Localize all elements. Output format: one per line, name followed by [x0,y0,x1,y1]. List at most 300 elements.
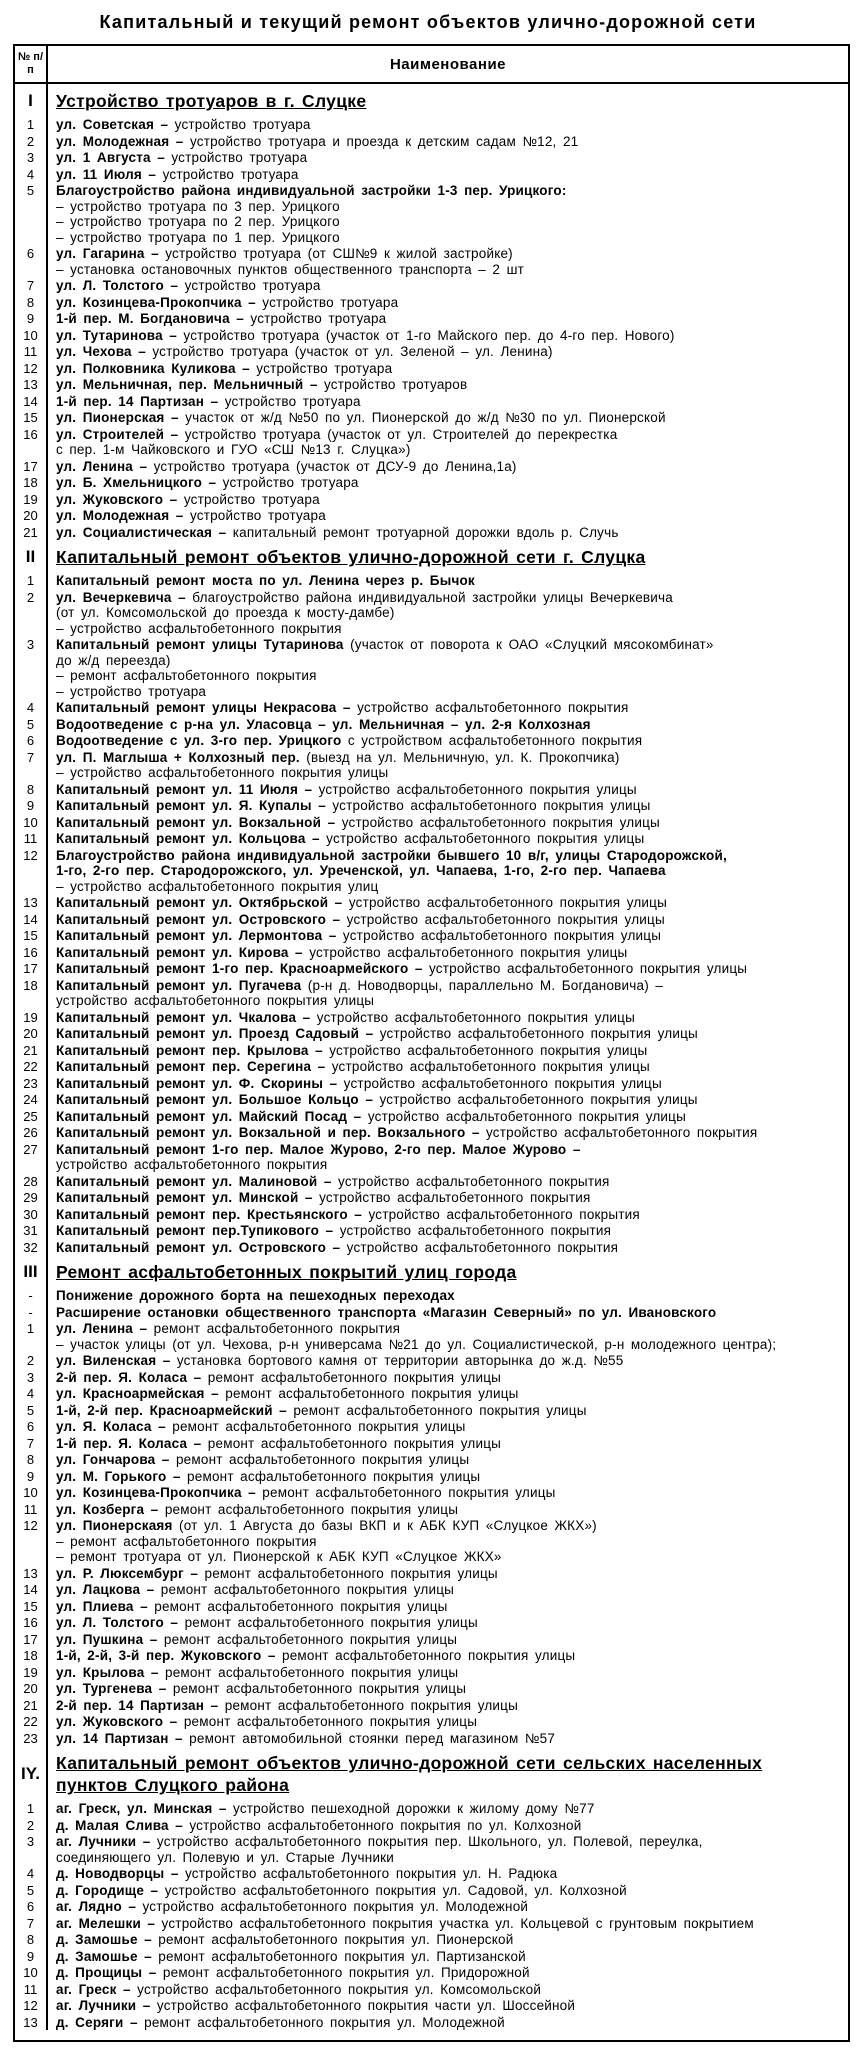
row-line: д. Серяги – ремонт асфальтобетонного покрытия ул. Молодежной [56,2014,505,2030]
row-content [48,1451,848,1468]
row-line: Капитальный ремонт ул. Чкалова – устройство асфальтобетонного покрытия улицы [56,1009,635,1025]
row-number: 5 [15,1882,48,1899]
row-content [48,1697,848,1714]
table-row [15,343,848,360]
table-section-row [15,540,848,572]
row-line: – устройство асфальтобетонного покрытия [56,620,342,636]
table-row [15,1581,848,1598]
table-row [15,1173,848,1190]
row-line: ул. Красноармейская – ремонт асфальтобетонного покрытия улицы [56,1386,519,1401]
row-line: аг. Лучники – устройство асфальтобетонного покрытия части ул. Шоссейной [56,1998,576,2013]
row-line: – устройство тротуара по 2 пер. Урицкого [56,214,340,229]
row-line: ул. Пионерская – участок от ж/д №50 по ул. Пионерской до ж/д №30 по ул. Пионерской [56,410,666,425]
row-line: ул. Виленская – установка бортового камня от территории авторынка до ж.д. №55 [56,1353,624,1368]
row-content [48,393,848,410]
row-line: д. Прощицы – ремонт асфальтобетонного покрытия ул. Придорожной [56,1965,530,1980]
row-content [48,524,848,541]
section-title: Ремонт асфальтобетонных покрытий улиц города [56,1262,517,1282]
section-title-cell [48,1255,848,1287]
row-content [48,2014,848,2031]
table-row [15,1997,848,2014]
row-number: 7 [15,1435,48,1452]
table-row [15,1075,848,1092]
table-row [15,960,848,977]
row-line: ул. Жуковского – устройство тротуара [56,491,320,507]
row-line: – устройство тротуара [56,683,207,699]
table-row [15,1800,848,1817]
table-row [15,376,848,393]
row-number: 11 [15,1981,48,1998]
table-row [15,1385,848,1402]
row-line: ул. Молодежная – устройство тротуара [56,508,326,523]
row-content [48,1614,848,1631]
table-row [15,1304,848,1321]
row-number: 14 [15,911,48,928]
row-line: до ж/д переезда) [56,652,171,668]
section-title-cell [48,540,848,572]
table-row [15,1025,848,1042]
table-row [15,1287,848,1304]
table-row [15,1517,848,1565]
row-line: 2-й пер. 14 Партизан – ремонт асфальтобетонного покрытия улицы [56,1697,519,1713]
table-row [15,1451,848,1468]
row-content [48,360,848,377]
row-content [48,1402,848,1419]
row-content [48,1981,848,1998]
row-number: 2 [15,1352,48,1369]
table-row [15,1614,848,1631]
row-content [48,1385,848,1402]
row-line: Капитальный ремонт ул. Проезд Садовый – устройство асфальтобетонного покрытия улицы [56,1026,698,1041]
row-line: 1-й пер. 14 Партизан – устройство тротуара [56,393,361,409]
table-row [15,245,848,277]
row-number: 10 [15,1484,48,1501]
row-number: 7 [15,277,48,294]
row-line: ул. Лацкова – ремонт асфальтобетонного покрытия улицы [56,1582,455,1597]
row-content [48,814,848,831]
row-content [48,636,848,699]
row-number: 8 [15,1451,48,1468]
table-section-row [15,1255,848,1287]
row-content [48,1501,848,1518]
section-numeral: III [15,1255,48,1287]
row-line: ул. Пионерскаяя (от ул. 1 Августа до базы ВКП и к АБК КУП «Слуцкое ЖКХ») [56,1518,597,1533]
table-row [15,716,848,733]
row-line: с пер. 1-м Чайковского и ГУО «СШ №13 г. Слуцка») [56,442,411,457]
row-line: – ремонт асфальтобетонного покрытия [56,1533,317,1549]
row-content [48,1730,848,1747]
row-line: 1-й пер. Я. Коласа – ремонт асфальтобетонного покрытия улицы [56,1435,502,1451]
section-numeral: I [15,84,48,116]
row-content [48,1058,848,1075]
table-row [15,149,848,166]
row-number: 9 [15,797,48,814]
row-content [48,960,848,977]
row-number: 18 [15,474,48,491]
table-row [15,409,848,426]
table-row [15,1948,848,1965]
table-row [15,797,848,814]
row-number: 16 [15,944,48,961]
row-content [48,327,848,344]
column-header-number: № п/п [15,46,48,82]
row-number: 23 [15,1075,48,1092]
row-line: ул. Ленина – устройство тротуара (участок от ДСУ-9 до Ленина,1а) [56,458,517,474]
table-row [15,294,848,311]
table-row [15,1817,848,1834]
row-content [48,149,848,166]
table-row [15,911,848,928]
row-content [48,781,848,798]
row-content [48,1713,848,1730]
row-line: ул. Социалистическая – капитальный ремонт тротуарной дорожки вдоль р. Случь [56,524,619,540]
row-content [48,1369,848,1386]
row-line: 1-й, 2-й пер. Красноармейский – ремонт асфальтобетонного покрытия улицы [56,1402,587,1418]
row-line: ул. Козинцева-Прокопчика – устройство тротуара [56,294,399,310]
row-line: (от ул. Комсомольской до проезда к мосту-дамбе) [56,605,395,620]
row-number: 15 [15,1598,48,1615]
row-line: ул. Козинцева-Прокопчика – ремонт асфальтобетонного покрытия улицы [56,1485,556,1500]
table-row [15,1915,848,1932]
row-content [48,1189,848,1206]
table-row [15,507,848,524]
table-section-row [15,1746,848,1800]
row-content [48,133,848,150]
table-row [15,491,848,508]
row-line: Капитальный ремонт ул. Лермонтова – устройство асфальтобетонного покрытия улицы [56,928,662,943]
row-line: ул. 14 Партизан – ремонт автомобильной стоянки перед магазином №57 [56,1730,556,1746]
row-number: 2 [15,133,48,150]
row-line: Водоотведение с р-на ул. Уласовца – ул. Мельничная – ул. 2-я Колхозная [56,716,591,732]
row-content [48,277,848,294]
row-line: ул. Молодежная – устройство тротуара и проезда к детским садам №12, 21 [56,133,579,149]
row-number: 19 [15,1664,48,1681]
row-number: 5 [15,716,48,733]
row-number: 19 [15,1009,48,1026]
row-number: 14 [15,393,48,410]
section-title-cell [48,1746,848,1800]
row-line: ул. М. Горького – ремонт асфальтобетонного покрытия улицы [56,1468,481,1484]
row-content [48,797,848,814]
row-line: ул. Я. Коласа – ремонт асфальтобетонного покрытия улицы [56,1419,466,1434]
table-row [15,1124,848,1141]
row-number: 20 [15,1680,48,1697]
row-content [48,1304,848,1321]
row-line: ул. Вечеркевича – благоустройство района индивидуальной застройки улицы Вечеркевича [56,589,673,605]
table-row [15,1352,848,1369]
row-line: ул. Жуковского – ремонт асфальтобетонного покрытия улицы [56,1714,478,1729]
table-row [15,1647,848,1664]
row-line: ул. Ленина – ремонт асфальтобетонного покрытия [56,1321,401,1336]
row-line: Капитальный ремонт моста по ул. Ленина через р. Бычок [56,573,475,588]
row-line: ул. Плиева – ремонт асфальтобетонного покрытия улицы [56,1598,448,1614]
row-line: ул. 11 Июля – устройство тротуара [56,166,299,182]
row-line: Капитальный ремонт ул. Ф. Скорины – устройство асфальтобетонного покрытия улицы [56,1075,662,1091]
row-line: Капитальный ремонт ул. Минской – устройство асфальтобетонного покрытия [56,1190,591,1205]
row-number: 1 [15,1320,48,1352]
row-number: 9 [15,1948,48,1965]
row-line: Капитальный ремонт ул. Вокзальной и пер. Вокзального – устройство асфальтобетонного покрытия [56,1125,758,1140]
row-content [48,1206,848,1223]
row-line: 1-й пер. М. Богдановича – устройство тротуара [56,311,387,326]
row-line: аг. Греск, ул. Минская – устройство пешеходной дорожки к жилому дому №77 [56,1801,595,1816]
row-line: Капитальный ремонт 1-го пер. Малое Журово, 2-го пер. Малое Журово – [56,1141,581,1157]
row-content [48,1091,848,1108]
row-content [48,1833,848,1865]
row-number: 1 [15,116,48,133]
table-row [15,1320,848,1352]
row-number: 6 [15,245,48,277]
row-line: устройство асфальтобетонного покрытия улицы [56,993,375,1008]
table-row [15,927,848,944]
table-row [15,1108,848,1125]
row-number: 1 [15,1800,48,1817]
table-row [15,524,848,541]
row-line: Капитальный ремонт ул. Пугачева (р-н д. Новодворцы, параллельно М. Богдановича) – [56,977,664,993]
row-number: 27 [15,1141,48,1173]
table-header [15,46,848,84]
row-line: – устройство тротуара по 3 пер. Урицкого [56,198,340,214]
row-content [48,1075,848,1092]
row-content [48,1239,848,1256]
row-number: 3 [15,149,48,166]
row-number: 11 [15,1501,48,1518]
row-number: 7 [15,749,48,781]
row-line: Капитальный ремонт ул. Октябрьской – устройство асфальтобетонного покрытия улицы [56,895,668,910]
row-line: Капитальный ремонт пер. Серегина – устройство асфальтобетонного покрытия улицы [56,1059,650,1074]
row-line: Расширение остановки общественного транспорта «Магазин Северный» по ул. Ивановского [56,1304,717,1320]
table-row [15,944,848,961]
row-content [48,1468,848,1485]
row-number: 5 [15,1402,48,1419]
column-header-name: Наименование [389,55,507,73]
row-content [48,1141,848,1173]
table-row [15,894,848,911]
row-content [48,166,848,183]
row-content [48,245,848,277]
row-line: аг. Лучники – устройство асфальтобетонного покрытия пер. Школьного, ул. Полевой, переулка, [56,1834,703,1849]
row-line: ул. Полковника Куликова – устройство тротуара [56,360,393,376]
section-numeral: IY. [15,1746,48,1800]
row-line: ул. Крылова – ремонт асфальтобетонного покрытия улицы [56,1664,459,1680]
row-number: - [15,1304,48,1321]
row-number: 8 [15,781,48,798]
row-line: ул. П. Маглыша + Колхозный пер. (выезд на ул. Мельничную, ул. К. Прокопчика) [56,749,620,765]
row-line: д. Малая Слива – устройство асфальтобетонного покрытия по ул. Колхозной [56,1817,582,1833]
row-number: 16 [15,426,48,458]
row-number: 11 [15,343,48,360]
table-row [15,182,848,245]
row-content [48,116,848,133]
row-line: Капитальный ремонт ул. 11 Июля – устройство асфальтобетонного покрытия улицы [56,781,637,797]
row-number: 24 [15,1091,48,1108]
row-content [48,182,848,245]
row-line: Капитальный ремонт ул. Кирова – устройство асфальтобетонного покрытия улицы [56,944,628,960]
row-line: 1-го, 2-го пер. Стародорожского, ул. Уреченской, ул. Чапаева, 1-го, 2-го пер. Чапаева [56,863,666,878]
table-row [15,1898,848,1915]
row-content [48,1631,848,1648]
row-line: аг. Мелешки – устройство асфальтобетонного покрытия участка ул. Кольцевой с грунтовым покрытием [56,1915,754,1931]
row-number: 3 [15,1369,48,1386]
row-line: ул. 1 Августа – устройство тротуара [56,150,308,165]
row-line: аг. Греск – устройство асфальтобетонного покрытия ул. Комсомольской [56,1981,542,1997]
row-number: 16 [15,1614,48,1631]
row-line: 1-й, 2-й, 3-й пер. Жуковского – ремонт асфальтобетонного покрытия улицы [56,1648,576,1663]
row-number: 20 [15,507,48,524]
row-line: Благоустройство района индивидуальной застройки 1-3 пер. Урицкого: [56,183,567,198]
table-row [15,830,848,847]
row-line: Водоотведение с ул. 3-го пер. Урицкого с устройством асфальтобетонного покрытия [56,733,643,748]
table-row [15,1631,848,1648]
table-row [15,474,848,491]
row-content [48,458,848,475]
row-line: ул. Гончарова – ремонт асфальтобетонного покрытия улицы [56,1452,470,1467]
row-line: Капитальный ремонт ул. Островского – устройство асфальтобетонного покрытия [56,1239,619,1255]
row-content [48,830,848,847]
row-line: ул. Чехова – устройство тротуара (участок от ул. Зеленой – ул. Ленина) [56,344,553,359]
row-line: – ремонт тротуара от ул. Пионерской к АБК КУП «Слуцкое ЖКХ» [56,1549,502,1564]
table-row [15,277,848,294]
table-row [15,699,848,716]
row-line: ул. Строителей – устройство тротуара (участок от ул. Строителей до перекрестка [56,426,618,442]
table-row [15,458,848,475]
row-line: Капитальный ремонт ул. Малиновой – устройство асфальтобетонного покрытия [56,1173,610,1189]
row-line: Капитальный ремонт улицы Тутаринова (участок от поворота к ОАО «Слуцкий мясокомбинат» [56,637,714,652]
row-content [48,847,848,895]
row-number: 1 [15,572,48,589]
table-row [15,1418,848,1435]
table-row [15,1091,848,1108]
row-number: 10 [15,1964,48,1981]
row-line: Капитальный ремонт ул. Большое Кольцо – устройство асфальтобетонного покрытия улицы [56,1092,698,1107]
row-number: 6 [15,1418,48,1435]
section-title: Капитальный ремонт объектов улично-дорожной сети г. Слуцка [56,547,646,567]
table-row [15,1931,848,1948]
table-row [15,1865,848,1882]
row-number: 10 [15,327,48,344]
table-row [15,310,848,327]
row-number: 18 [15,1647,48,1664]
table-bottom-spacer [15,2030,848,2040]
row-content [48,426,848,458]
row-line: Капитальный ремонт 1-го пер. Красноармейского – устройство асфальтобетонного покрытия улицы [56,961,748,976]
row-number: 22 [15,1713,48,1730]
row-line: ул. Л. Толстого – устройство тротуара [56,278,321,293]
table-row [15,1882,848,1899]
row-content [48,1898,848,1915]
row-line: Капитальный ремонт улицы Некрасова – устройство асфальтобетонного покрытия [56,700,629,715]
row-number: 30 [15,1206,48,1223]
row-line: Капитальный ремонт ул. Майский Посад – устройство асфальтобетонного покрытия улицы [56,1108,687,1124]
row-content [48,572,848,589]
table-row [15,1833,848,1865]
row-content [48,1997,848,2014]
row-content [48,310,848,327]
row-line: Капитальный ремонт пер.Тупикового – устройство асфальтобетонного покрытия [56,1223,612,1238]
row-number: 2 [15,1817,48,1834]
row-number: 18 [15,977,48,1009]
row-line: – участок улицы (от ул. Чехова, р-н универсама №21 до ул. Социалистической, р-н молодежного центра); [56,1336,777,1352]
table-row [15,1009,848,1026]
table-body [15,84,848,2030]
row-content [48,474,848,491]
row-content [48,1517,848,1565]
section-title: Устройство тротуаров в г. Слуцке [56,91,367,111]
table-row [15,781,848,798]
row-content [48,1680,848,1697]
row-number: 14 [15,1581,48,1598]
row-number: 2 [15,589,48,637]
table-row [15,1042,848,1059]
row-number: 8 [15,1931,48,1948]
row-number: 13 [15,1565,48,1582]
row-content [48,1915,848,1932]
row-number: 15 [15,927,48,944]
row-content [48,944,848,961]
row-content [48,507,848,524]
row-number: 13 [15,894,48,911]
row-line: ул. Л. Толстого – ремонт асфальтобетонного покрытия улицы [56,1615,478,1630]
row-number: 12 [15,1997,48,2014]
row-line: Капитальный ремонт ул. Я. Купалы – устройство асфальтобетонного покрытия улицы [56,798,651,813]
row-content [48,716,848,733]
row-number: 8 [15,294,48,311]
row-line: Капитальный ремонт пер. Крылова – устройство асфальтобетонного покрытия улицы [56,1042,648,1058]
row-line: Капитальный ремонт ул. Кольцова – устройство асфальтобетонного покрытия улицы [56,831,645,846]
row-line: – устройство асфальтобетонного покрытия улиц [56,878,379,894]
row-content [48,1352,848,1369]
table-row [15,1058,848,1075]
table-row [15,166,848,183]
table-row [15,1222,848,1239]
table-row [15,1697,848,1714]
row-number: 23 [15,1730,48,1747]
row-number: 6 [15,1898,48,1915]
row-number: 25 [15,1108,48,1125]
row-line: Понижение дорожного борта на пешеходных переходах [56,1288,455,1303]
row-number: 20 [15,1025,48,1042]
row-line: ул. Тутаринова – устройство тротуара (участок от 1-го Майского пер. до 4-го пер. Нового) [56,327,675,343]
row-line: соединяющего ул. Полевую и ул. Старые Лучники [56,1849,395,1865]
row-content [48,294,848,311]
table-row [15,636,848,699]
row-line: ул. Мельничная, пер. Мельничный – устройство тротуаров [56,377,468,392]
row-number: 11 [15,830,48,847]
table-row [15,589,848,637]
table-row [15,327,848,344]
row-line: ул. Тургенева – ремонт асфальтобетонного покрытия улицы [56,1681,467,1696]
row-number: 4 [15,166,48,183]
row-content [48,1598,848,1615]
row-number: 22 [15,1058,48,1075]
row-number: 21 [15,524,48,541]
table-row [15,1435,848,1452]
row-number: 4 [15,1385,48,1402]
table-row [15,977,848,1009]
table-section-row [15,84,848,116]
row-number: 4 [15,699,48,716]
row-number: 7 [15,1915,48,1932]
row-line: устройство асфальтобетонного покрытия [56,1157,328,1172]
row-content [48,1009,848,1026]
row-content [48,589,848,637]
row-number: 26 [15,1124,48,1141]
row-number: 17 [15,1631,48,1648]
row-content [48,1124,848,1141]
row-content [48,409,848,426]
page-title: Капитальный и текущий ремонт объектов улично-дорожной сети [99,12,757,32]
row-content [48,1817,848,1834]
